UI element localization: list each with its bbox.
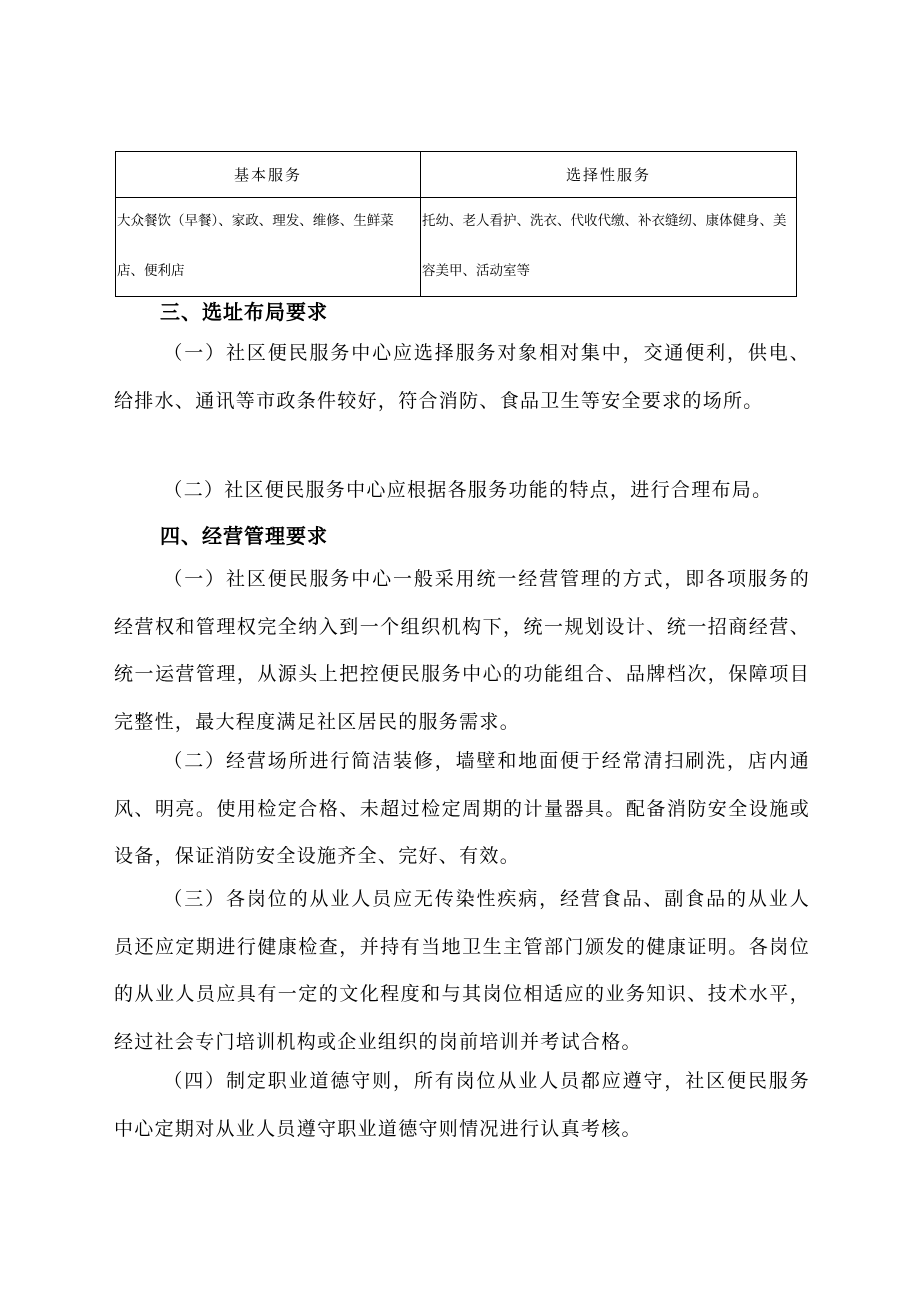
table-cell-optional-service xyxy=(421,198,797,297)
paragraph-site-1: （一）社区便民服务中心应选择服务对象相对集中，交通便利，供电、给排水、通讯等市政条件较好，符合消防、食品卫生等安全要求的场所。 xyxy=(114,342,810,412)
section-heading-site-layout: 三、选址布局要求 xyxy=(160,300,328,324)
table-row xyxy=(116,198,797,297)
table-header-basic-service: 基本服务 xyxy=(116,152,421,198)
table-cell-text: 大众餐饮（早餐）、家政、理发、维修、生鲜菜店、便利店 xyxy=(117,213,394,279)
paragraph-operation-1: （一）社区便民服务中心一般采用统一经营管理的方式，即各项服务的经营权和管理权完全纳入到一个组织机构下，统一规划设计、统一招商经营、统一运营管理，从源头上把控便民服务中心的功能组合、品牌档次，保障项目完整性，最大程度满足社区居民的服务需求。 xyxy=(114,568,810,733)
paragraph-site-2: （二）社区便民服务中心应根据各服务功能的特点，进行合理布局。 xyxy=(163,479,773,501)
table-header-optional-service: 选择性服务 xyxy=(421,152,797,198)
table-header-row xyxy=(116,152,797,198)
paragraph-operation-3: （三）各岗位的从业人员应无传染性疾病，经营食品、副食品的从业人员还应定期进行健康检查，并持有当地卫生主管部门颁发的健康证明。各岗位的从业人员应具有一定的文化程度和与其岗位相适应的业务知识、技术水平，经过社会专门培训机构或企业组织的岗前培训并考试合格。 xyxy=(114,888,810,1053)
section-heading-operation-management: 四、经营管理要求 xyxy=(160,524,328,548)
paragraph-operation-4: （四）制定职业道德守则，所有岗位从业人员都应遵守，社区便民服务中心定期对从业人员遵守职业道德守则情况进行认真考核。 xyxy=(114,1070,810,1140)
service-table xyxy=(115,151,797,297)
table-cell-basic-service xyxy=(116,198,421,297)
paragraph-operation-2: （二）经营场所进行简洁装修，墙壁和地面便于经常清扫刷洗，店内通风、明亮。使用检定合格、未超过检定周期的计量器具。配备消防安全设施或设备，保证消防安全设施齐全、完好、有效。 xyxy=(114,750,810,867)
table-cell-text: 托幼、老人看护、洗衣、代收代缴、补衣缝纫、康体健身、美容美甲、活动室等 xyxy=(422,213,787,279)
